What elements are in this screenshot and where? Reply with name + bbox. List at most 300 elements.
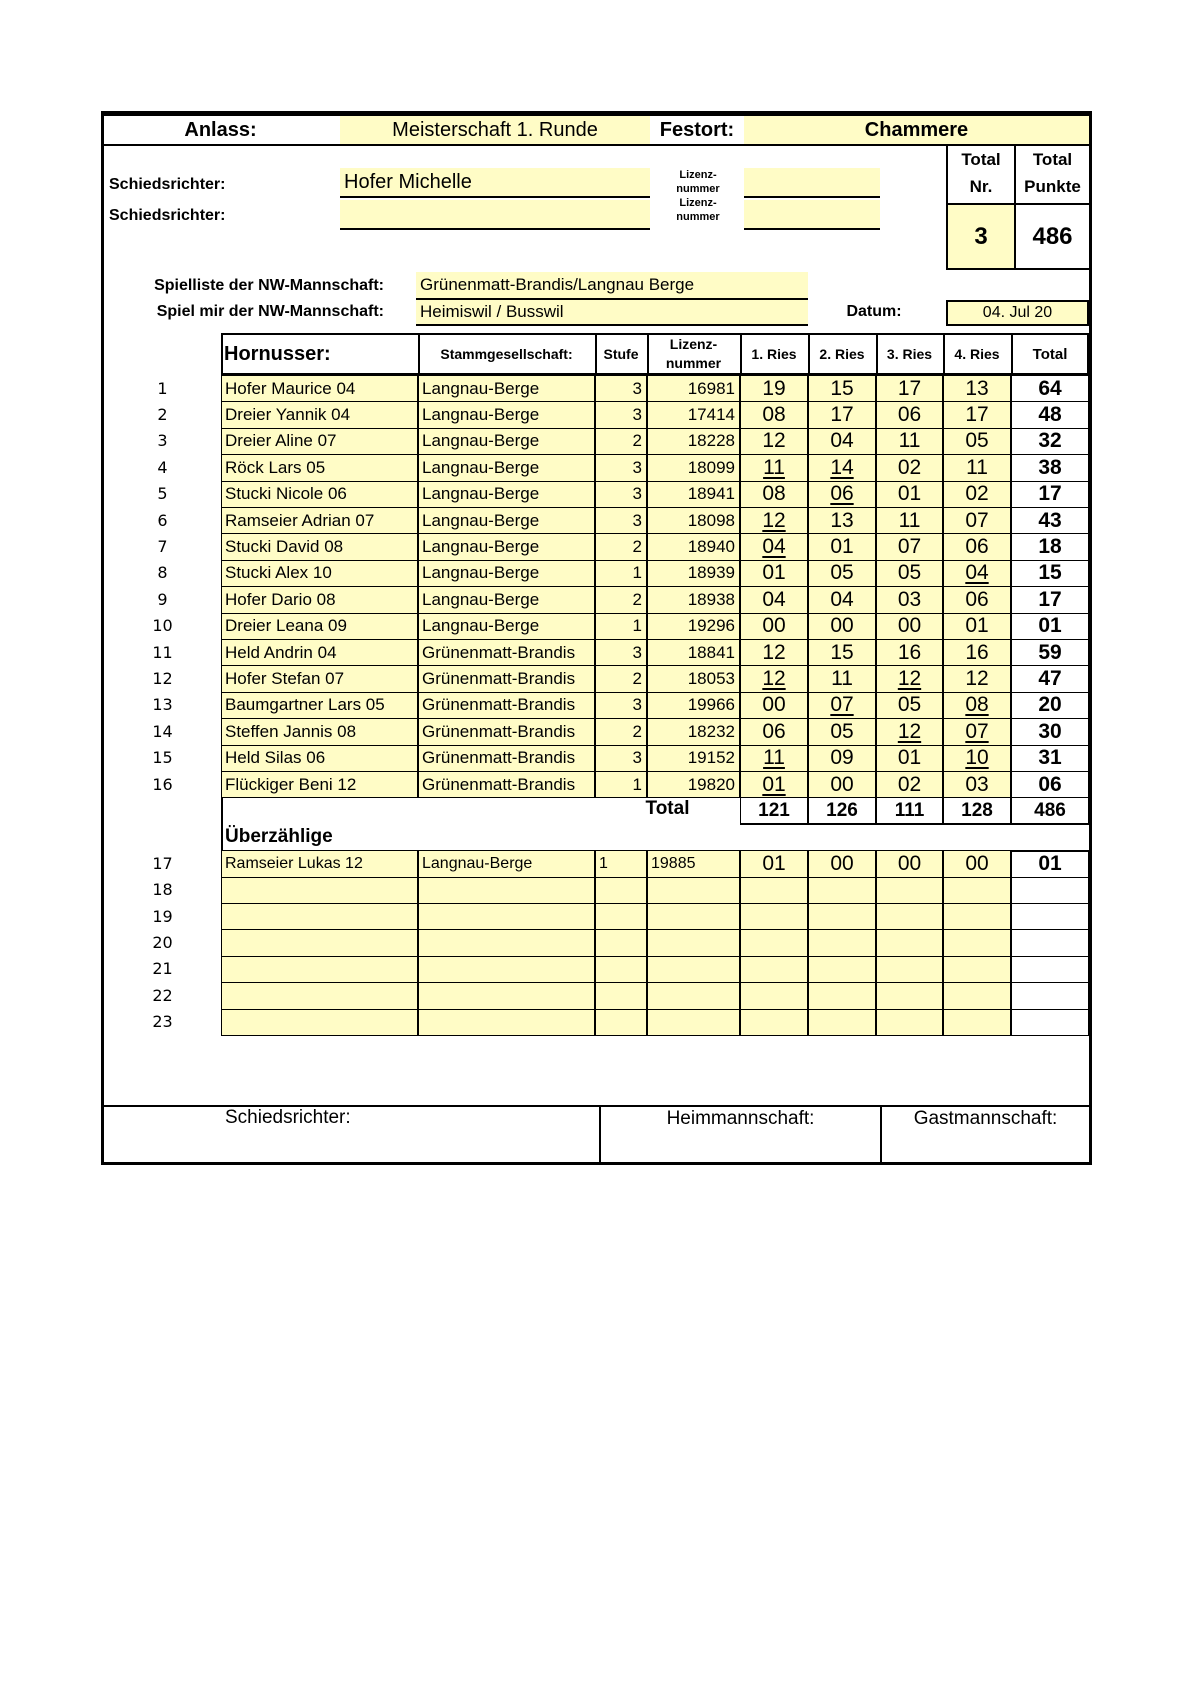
cell-stufe[interactable] [595,586,647,613]
cell-name-value: Held Silas 06 [225,748,326,768]
cell-lizenz-value: 18939 [687,563,735,583]
cell-club[interactable] [418,586,595,613]
cell-r3[interactable] [876,1009,943,1036]
cell-club-value: Langnau-Berge [422,484,540,504]
cell-r1[interactable] [740,507,808,534]
cell-stufe[interactable] [595,745,647,772]
cell-club[interactable] [418,929,595,956]
cell-total-value: 01 [1038,851,1062,875]
cell-club[interactable] [418,692,595,719]
cell-r2[interactable] [808,1009,876,1036]
cell-r1-value: 01 [762,851,786,875]
cell-club[interactable] [418,560,595,587]
cell-lizenz[interactable] [647,375,740,402]
cell-total-value: 59 [1038,640,1062,664]
cell-r3-value: 01 [897,482,922,506]
cell-lizenz[interactable] [647,745,740,772]
cell-r1[interactable] [740,745,808,772]
cell-name[interactable] [221,771,418,798]
cell-stufe[interactable] [595,692,647,719]
datum-value[interactable]: 04. Jul 20 [946,300,1089,326]
cell-club-value: Langnau-Berge [422,378,540,398]
cell-r2[interactable] [808,639,876,666]
cell-lizenz[interactable] [647,613,740,640]
cell-r4[interactable] [943,639,1011,666]
cell-stufe-value: 2 [632,431,642,451]
spielliste-label: Spielliste der NW-Mannschaft: [154,277,384,294]
cell-r2[interactable] [808,481,876,508]
cell-r4-value: 17 [965,403,989,427]
cell-name[interactable] [221,428,418,455]
cell-r4[interactable] [943,401,1011,428]
cell-r3[interactable] [876,665,943,692]
cell-r4[interactable] [943,560,1011,587]
cell-r4[interactable] [943,718,1011,745]
cell-r4-value: 11 [966,455,988,479]
cell-r1[interactable] [740,903,808,930]
cell-r1-value: 01 [762,561,786,585]
row-number: 5 [157,484,168,504]
cell-lizenz[interactable] [647,692,740,719]
cell-stufe[interactable] [595,850,647,877]
cell-r3-value: 16 [897,640,922,664]
cell-stufe-value: 2 [632,537,642,557]
cell-stufe-value: 1 [632,616,642,636]
row-number: 17 [152,853,173,873]
cell-name[interactable] [221,718,418,745]
cell-club[interactable] [418,428,595,455]
cell-lizenz-value: 17414 [687,405,735,425]
score-sheet [101,111,1092,1165]
column-header-stammgesellschaft: Stammgesellschaft: [440,346,573,362]
cell-r3[interactable] [876,481,943,508]
cell-r3[interactable] [876,428,943,455]
cell-name[interactable] [221,877,418,904]
row-number: 22 [152,985,173,1005]
anlass-value[interactable]: Meisterschaft 1. Runde [340,116,650,144]
spiel-label: Spiel mir der NW-Mannschaft: [156,303,384,320]
cell-total-value: 01 [1038,614,1062,638]
cell-r4-value: 04 [965,561,989,585]
spielliste-value[interactable]: Grünenmatt-Brandis/Langnau Berge [416,272,808,300]
cell-r4[interactable] [943,533,1011,560]
cell-r2[interactable] [808,560,876,587]
cell-r2[interactable] [808,850,876,877]
cell-r1-value: 12 [762,508,786,532]
cell-name[interactable] [221,956,418,983]
totals-r1: 121 [740,797,808,824]
cell-stufe[interactable] [595,454,647,481]
row-number: 3 [157,431,168,451]
cell-r1[interactable] [740,877,808,904]
cell-lizenz[interactable] [647,533,740,560]
cell-r3[interactable] [876,956,943,983]
cell-club[interactable] [418,771,595,798]
cell-name[interactable] [221,401,418,428]
row-number: 16 [152,774,173,794]
cell-r3[interactable] [876,639,943,666]
cell-r4[interactable] [943,745,1011,772]
cell-r4[interactable] [943,1009,1011,1036]
cell-club[interactable] [418,454,595,481]
cell-r2-value: 13 [830,508,854,532]
cell-r3[interactable] [876,586,943,613]
cell-r4-value: 16 [965,640,989,664]
cell-club[interactable] [418,1009,595,1036]
cell-r1-value: 12 [762,640,786,664]
cell-total [1011,665,1089,692]
festort-label: Festort: [659,118,735,141]
cell-lizenz[interactable] [647,481,740,508]
cell-club[interactable] [418,718,595,745]
cell-r3[interactable] [876,613,943,640]
cell-r2[interactable] [808,903,876,930]
cell-r2[interactable] [808,718,876,745]
cell-r2-value: 11 [831,667,853,691]
cell-r1[interactable] [740,771,808,798]
footer-heimmannschaft: Heimmannschaft: [666,1108,815,1129]
cell-lizenz[interactable] [647,982,740,1009]
cell-r1[interactable] [740,454,808,481]
cell-r1[interactable] [740,1009,808,1036]
cell-r1[interactable] [740,533,808,560]
cell-stufe[interactable] [595,903,647,930]
footer-schiedsrichter: Schiedsrichter: [225,1107,351,1128]
cell-name-value: Stucki Nicole 06 [225,484,347,504]
cell-lizenz[interactable] [647,586,740,613]
cell-lizenz[interactable] [647,1009,740,1036]
cell-r2[interactable] [808,613,876,640]
cell-name[interactable] [221,639,418,666]
cell-r1[interactable] [740,613,808,640]
cell-name-value: Ramseier Adrian 07 [225,510,375,530]
cell-r1[interactable] [740,560,808,587]
cell-total-value: 17 [1038,482,1062,506]
cell-lizenz-value: 18841 [687,642,735,662]
cell-r4-value: 08 [965,693,989,717]
row-number: 11 [152,642,173,662]
cell-stufe[interactable] [595,982,647,1009]
cell-r3[interactable] [876,771,943,798]
cell-r4[interactable] [943,850,1011,877]
cell-stufe[interactable] [595,929,647,956]
schiedsrichter-input-2[interactable] [340,200,650,230]
cell-name[interactable] [221,692,418,719]
cell-r3[interactable] [876,745,943,772]
cell-lizenz[interactable] [647,560,740,587]
row-number: 23 [152,1012,173,1032]
cell-r1[interactable] [740,665,808,692]
cell-stufe[interactable] [595,956,647,983]
cell-stufe[interactable] [595,428,647,455]
cell-total-value: 06 [1038,772,1062,796]
total-punkte-value: 486 [1032,222,1073,250]
cell-stufe[interactable] [595,613,647,640]
cell-stufe[interactable] [595,718,647,745]
cell-name[interactable] [221,929,418,956]
cell-r2[interactable] [808,929,876,956]
cell-stufe[interactable] [595,665,647,692]
cell-lizenz[interactable] [647,903,740,930]
cell-r1[interactable] [740,850,808,877]
cell-name[interactable] [221,507,418,534]
cell-r3[interactable] [876,533,943,560]
cell-r4[interactable] [943,982,1011,1009]
cell-lizenz-value: 18228 [687,431,735,451]
cell-r2[interactable] [808,745,876,772]
cell-r4[interactable] [943,613,1011,640]
cell-r1[interactable] [740,639,808,666]
cell-r2[interactable] [808,401,876,428]
cell-r3[interactable] [876,375,943,402]
cell-r4-value: 05 [965,429,989,453]
cell-r1[interactable] [740,929,808,956]
cell-club[interactable] [418,533,595,560]
cell-stufe[interactable] [595,639,647,666]
cell-club-value: Langnau-Berge [422,589,540,609]
lizenz-label-1 [652,168,744,224]
cell-stufe[interactable] [595,1009,647,1036]
festort-value[interactable]: Chammere [744,116,1089,144]
cell-club[interactable] [418,613,595,640]
cell-r3[interactable] [876,692,943,719]
cell-name[interactable] [221,560,418,587]
cell-total [1011,718,1089,745]
cell-name[interactable] [221,586,418,613]
cell-r2-value: 09 [830,746,854,770]
cell-r2[interactable] [808,428,876,455]
cell-club-value: Grünenmatt-Brandis [422,669,576,689]
cell-r2[interactable] [808,771,876,798]
cell-r4[interactable] [943,454,1011,481]
cell-r4-value: 10 [965,746,989,770]
cell-r1[interactable] [740,375,808,402]
cell-r3-value: 06 [897,403,922,427]
cell-stufe[interactable] [595,401,647,428]
cell-r2[interactable] [808,507,876,534]
cell-club-value: Grünenmatt-Brandis [422,642,576,662]
cell-r4-value: 13 [965,376,989,400]
cell-lizenz[interactable] [647,771,740,798]
cell-r4-value: 12 [965,667,989,691]
cell-total [1011,956,1089,983]
cell-lizenz[interactable] [647,401,740,428]
cell-club[interactable] [418,481,595,508]
cell-r4[interactable] [943,929,1011,956]
cell-club[interactable] [418,507,595,534]
cell-lizenz[interactable] [647,665,740,692]
cell-r3[interactable] [876,982,943,1009]
cell-r4[interactable] [943,481,1011,508]
cell-r4[interactable] [943,665,1011,692]
cell-club[interactable] [418,745,595,772]
cell-r3[interactable] [876,507,943,534]
lizenz-label-1b: nummer [676,183,720,195]
cell-club[interactable] [418,956,595,983]
cell-lizenz[interactable] [647,929,740,956]
cell-r2[interactable] [808,877,876,904]
cell-r4[interactable] [943,771,1011,798]
lizenz-input-1[interactable] [744,168,880,198]
cell-name[interactable] [221,454,418,481]
total-nr-label-a: Total [961,150,1001,169]
cell-name[interactable] [221,481,418,508]
cell-total-value: 20 [1038,693,1062,717]
cell-r1-value: 01 [762,772,786,796]
lizenz-label-2a: Lizenz- [679,197,717,209]
cell-r3[interactable] [876,454,943,481]
lizenz-input-2[interactable] [744,200,880,230]
cell-club[interactable] [418,375,595,402]
schiedsrichter-input-1[interactable]: Hofer Michelle [340,168,650,198]
cell-r4[interactable] [943,375,1011,402]
cell-name-value: Hofer Maurice 04 [225,378,356,398]
cell-r1[interactable] [740,401,808,428]
cell-r2[interactable] [808,956,876,983]
cell-total [1011,560,1089,587]
cell-r3[interactable] [876,560,943,587]
cell-r2[interactable] [808,665,876,692]
total-punkte-label-a: Total [1032,150,1073,169]
cell-stufe[interactable] [595,481,647,508]
cell-club[interactable] [418,877,595,904]
datum-label: Datum: [846,303,902,320]
cell-stufe[interactable] [595,533,647,560]
cell-stufe[interactable] [595,877,647,904]
cell-total [1011,929,1089,956]
cell-stufe[interactable] [595,375,647,402]
cell-r1[interactable] [740,692,808,719]
cell-club[interactable] [418,982,595,1009]
cell-r2-value: 04 [830,429,854,453]
cell-r4[interactable] [943,428,1011,455]
cell-r1-value: 12 [762,429,786,453]
spiel-value[interactable]: Heimiswil / Busswil [416,300,808,326]
column-header-stufe: Stufe [603,346,639,362]
totals-r2: 126 [808,797,876,824]
cell-r4[interactable] [943,586,1011,613]
cell-r4-value: 06 [965,587,989,611]
cell-r3[interactable] [876,718,943,745]
cell-r2[interactable] [808,982,876,1009]
cell-r1[interactable] [740,428,808,455]
cell-club[interactable] [418,903,595,930]
cell-r3[interactable] [876,401,943,428]
cell-club[interactable] [418,665,595,692]
cell-lizenz[interactable] [647,877,740,904]
cell-r1[interactable] [740,956,808,983]
cell-total [1011,586,1089,613]
cell-r3-value: 01 [897,746,922,770]
cell-r4[interactable] [943,903,1011,930]
cell-stufe[interactable] [595,507,647,534]
column-header-ries2: 2. Ries [819,346,865,362]
cell-lizenz[interactable] [647,956,740,983]
cell-r2-value: 00 [830,772,854,796]
cell-club-value: Langnau-Berge [422,854,533,872]
cell-stufe[interactable] [595,771,647,798]
cell-r4[interactable] [943,507,1011,534]
cell-r2[interactable] [808,533,876,560]
cell-stufe[interactable] [595,560,647,587]
cell-r3[interactable] [876,903,943,930]
cell-name[interactable] [221,665,418,692]
cell-r4[interactable] [943,877,1011,904]
cell-r3[interactable] [876,877,943,904]
cell-r1-value: 12 [762,667,786,691]
cell-r3[interactable] [876,850,943,877]
cell-lizenz[interactable] [647,454,740,481]
cell-club[interactable] [418,401,595,428]
cell-stufe-value: 3 [632,484,642,504]
cell-lizenz[interactable] [647,639,740,666]
row-number: 20 [152,933,173,953]
cell-total-value: 30 [1038,719,1062,743]
cell-name[interactable] [221,375,418,402]
cell-name[interactable] [221,745,418,772]
cell-r2[interactable] [808,375,876,402]
cell-total [1011,903,1089,930]
cell-r2[interactable] [808,692,876,719]
cell-lizenz-value: 19152 [687,748,735,768]
cell-total-value: 47 [1038,667,1062,691]
cell-r2-value: 05 [830,561,854,585]
cell-name[interactable] [221,850,418,877]
cell-lizenz-value: 18941 [687,484,735,504]
cell-club[interactable] [418,639,595,666]
cell-r1-value: 06 [762,719,786,743]
cell-club[interactable] [418,850,595,877]
cell-total-value: 17 [1038,587,1062,611]
cell-r3-value: 12 [897,719,922,743]
cell-r2-value: 17 [830,403,854,427]
cell-lizenz[interactable] [647,718,740,745]
cell-name[interactable] [221,1009,418,1036]
cell-name[interactable] [221,613,418,640]
cell-r4[interactable] [943,692,1011,719]
cell-club-value: Langnau-Berge [422,537,540,557]
cell-total-value: 32 [1038,429,1062,453]
cell-name[interactable] [221,982,418,1009]
cell-lizenz[interactable] [647,850,740,877]
total-punkte-label-b: Punkte [1024,177,1081,196]
cell-total [1011,401,1089,428]
cell-lizenz[interactable] [647,507,740,534]
cell-name[interactable] [221,533,418,560]
cell-lizenz[interactable] [647,428,740,455]
cell-total [1011,454,1089,481]
row-number: 13 [152,695,173,715]
cell-r2-value: 00 [830,614,854,638]
cell-total-value: 43 [1038,508,1062,532]
cell-r4-value: 07 [965,719,989,743]
cell-r1[interactable] [740,481,808,508]
total-punkte-label [1016,146,1089,200]
totals-total: 486 [1011,797,1089,824]
cell-name-value: Baumgartner Lars 05 [225,695,385,715]
cell-r4[interactable] [943,956,1011,983]
cell-r1[interactable] [740,586,808,613]
cell-total-value: 64 [1038,376,1062,400]
cell-name[interactable] [221,903,418,930]
cell-r1[interactable] [740,718,808,745]
cell-r3[interactable] [876,929,943,956]
cell-r2[interactable] [808,454,876,481]
cell-r2[interactable] [808,586,876,613]
cell-name-value: Dreier Aline 07 [225,431,337,451]
cell-r1-value: 19 [762,376,786,400]
cell-r1[interactable] [740,982,808,1009]
